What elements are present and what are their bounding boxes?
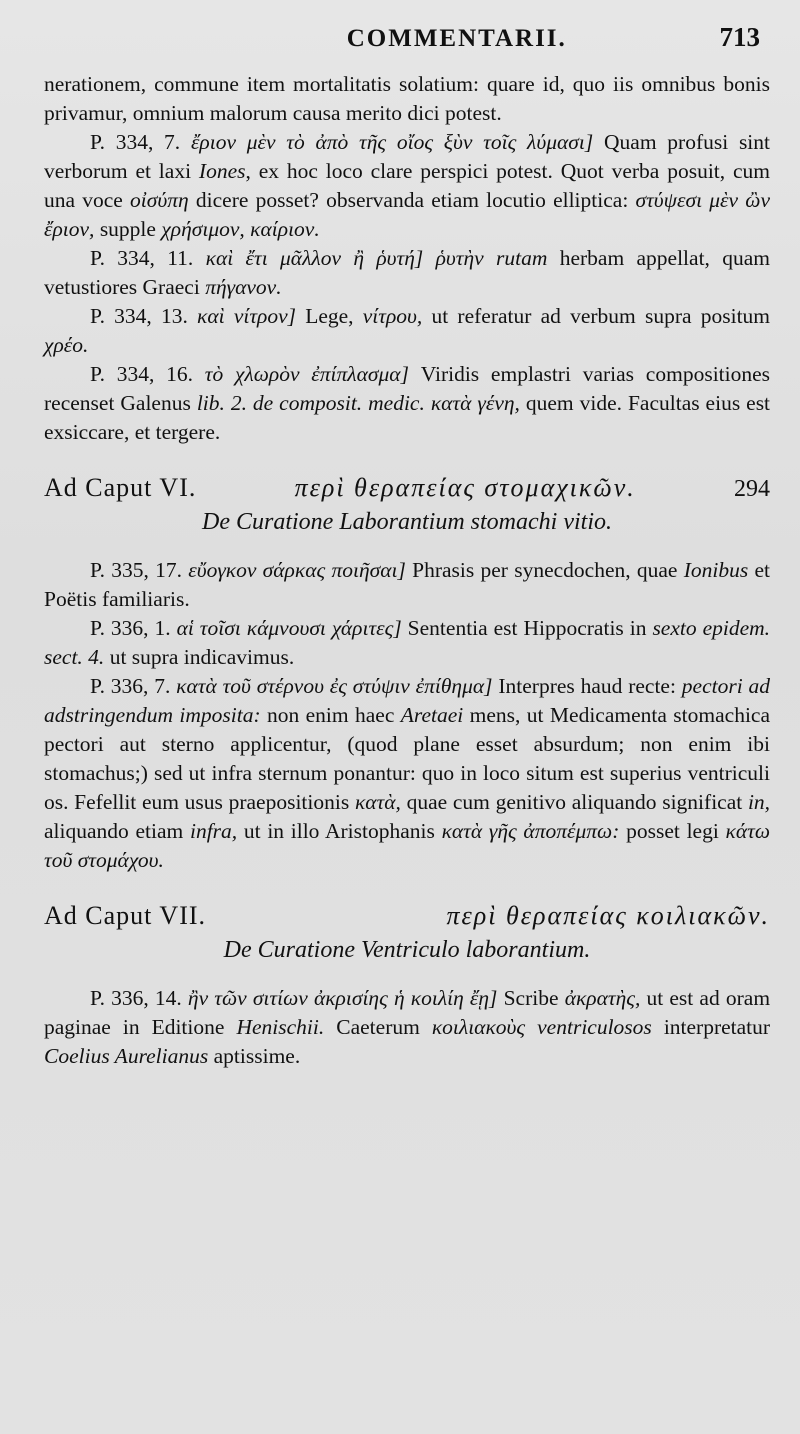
entry-italic: Iones — [198, 159, 246, 183]
entry-text: quem vide. Facultas eius est exsiccare, et tergere. — [44, 391, 771, 444]
entry-text: herbam appellat, quam vetustiores Graeci — [44, 246, 771, 299]
entry-text: Quam profusi sint verborum et laxi — [44, 130, 771, 183]
page-header — [44, 22, 770, 70]
section-heading-vi — [44, 473, 770, 503]
paragraph-text: nerationem, commune item mortalitatis solatium: quare id, quo iis omnibus bonis privamur, omnium malorum causa merito dici potest. — [44, 72, 770, 125]
entry-greek: κατὰ γένη, — [430, 391, 520, 415]
entry-italic: rutam — [496, 246, 548, 270]
entry-text: aptissime. — [213, 1044, 301, 1068]
entry-greek: ἀκρατὴς, — [564, 986, 641, 1010]
section-greek-title: περὶ θεραπείας στομαχικῶν. — [294, 473, 636, 502]
section-lead: Ad Caput VII. — [44, 901, 207, 930]
commentary-entry — [44, 244, 770, 302]
entry-greek: κοιλιακοὺς — [431, 1015, 526, 1039]
entry-lemma: καὶ ἔτι μᾶλλον ἢ ῥυτή] — [205, 246, 424, 270]
entry-text: Lege, — [305, 304, 354, 328]
entry-lemma: ἢν τῶν σιτίων ἀκρισίης ἡ κοιλίη ἔῃ] — [187, 986, 498, 1010]
commentary-entry — [44, 556, 770, 614]
entry-italic: pectori ad adstringendum imposita: — [44, 674, 771, 727]
entry-text: Sententia est Hippocratis in — [407, 616, 647, 640]
entry-italic: in, — [747, 790, 771, 814]
entry-text: ut in illo Aristophanis — [243, 819, 435, 843]
entry-text: Scribe — [503, 986, 559, 1010]
entry-text: posset legi — [626, 819, 719, 843]
entry-text: Viridis emplastri varias compositiones recenset Galenus — [44, 362, 771, 415]
entry-italic: Coelius Aurelianus — [44, 1044, 209, 1068]
entry-greek: κατὰ, — [354, 790, 401, 814]
entry-italic: lib. 2. de composit. medic. — [196, 391, 425, 415]
entry-text: aliquando etiam — [44, 819, 184, 843]
entry-text: quae cum genitivo aliquando significat — [406, 790, 743, 814]
entry-greek: στύψεσι μὲν ὢν ἔριον, — [44, 188, 770, 241]
entry-greek: ῥυτὴν — [435, 246, 484, 270]
entry-lemma: αἱ τοῖσι κάμνουσι χάριτες] — [176, 616, 402, 640]
entry-text: ut supra indicavimus. — [109, 645, 295, 669]
entry-ref: P. 335, 17. — [90, 558, 182, 582]
entry-ref: P. 336, 7. — [90, 674, 171, 698]
section-ref: 294 — [733, 476, 770, 502]
commentary-entry — [44, 984, 770, 1071]
entry-ref: P. 336, 1. — [90, 616, 171, 640]
entry-ref: P. 336, 14. — [90, 986, 182, 1010]
entry-text: Phrasis per synecdochen, quae — [412, 558, 678, 582]
entry-italic: infra, — [189, 819, 238, 843]
section-lead: Ad Caput VI. — [44, 473, 197, 502]
entry-text: interpretatur — [663, 1015, 771, 1039]
entry-text: et Poëtis familiaris. — [44, 558, 771, 611]
entry-greek: νίτρου, — [362, 304, 423, 328]
section-heading-vii — [44, 901, 770, 931]
entry-text: dicere posset? observanda etiam locutio elliptica: — [195, 188, 629, 212]
entry-lemma: ἔριον μὲν τὸ ἀπὸ τῆς οἴος ξὺν τοῖς λύμασι] — [190, 130, 594, 154]
entry-greek: κάτω τοῦ στομάχου. — [44, 819, 771, 872]
entry-lemma: κατὰ τοῦ στέρνου ἐς στύψιν ἐπίθημα] — [176, 674, 493, 698]
entry-italic: ventriculosos — [537, 1015, 652, 1039]
entry-italic: sexto epidem. sect. 4. — [44, 616, 771, 669]
entry-text: , ex hoc loco clare perspici potest. Quot verba posuit, cum una voce — [44, 159, 771, 212]
entry-greek: πήγανον. — [205, 275, 282, 299]
entry-greek: οἰσύπη — [130, 188, 189, 212]
entry-lemma: εὔογκον σάρκας ποιῆσαι] — [188, 558, 406, 582]
entry-greek: κατὰ γῆς ἀποπέμπω: — [441, 819, 620, 843]
section-subtitle: De Curatione Laborantium stomachi vitio. — [202, 509, 612, 535]
entry-text: supple — [99, 217, 156, 241]
commentary-entry — [44, 672, 770, 875]
entry-greek: χρέο. — [44, 333, 89, 357]
entry-lemma: καὶ νίτρον] — [197, 304, 297, 328]
commentary-entry — [44, 614, 770, 672]
entry-ref: P. 334, 16. — [90, 362, 193, 386]
page-number: 713 — [719, 22, 760, 52]
entry-lemma: τὸ χλωρὸν ἐπίπλασμα] — [204, 362, 409, 386]
entry-ref: P. 334, 13. — [90, 304, 188, 328]
entry-italic: Henischii. — [236, 1015, 325, 1039]
entry-text: ut referatur ad verbum supra positum — [431, 304, 771, 328]
commentary-entry — [44, 128, 770, 244]
entry-greek: χρήσιμον, καίριον. — [161, 217, 320, 241]
entry-ref: P. 334, 11. — [90, 246, 194, 270]
commentary-entry — [44, 302, 770, 360]
entry-text: mens, ut Medicamenta stomachica pectori aut sterno applicentur, (quod plane esset absurdum; non enim ibi stomachus;) sed ut infra sternum ponantur: quo in loco situm est superius ventriculi os. Fefellit eum usus praepositionis — [44, 703, 770, 814]
entry-text: ut est ad oram paginae in Editione — [44, 986, 771, 1039]
paragraph-continuation — [44, 70, 770, 128]
commentary-entry — [44, 360, 770, 447]
entry-italic: Ionibus — [683, 558, 749, 582]
entry-text: non enim haec — [267, 703, 395, 727]
section-subtitle: De Curatione Ventriculo laborantium. — [223, 937, 591, 963]
entry-text: Caeterum — [336, 1015, 420, 1039]
entry-text: Interpres haud recte: — [498, 674, 676, 698]
section-greek-title: περὶ θεραπείας κοιλιακῶν. — [446, 901, 770, 930]
entry-italic: Aretaei — [400, 703, 464, 727]
entry-ref: P. 334, 7. — [90, 130, 181, 154]
running-title: COMMENTARII. — [346, 25, 567, 52]
